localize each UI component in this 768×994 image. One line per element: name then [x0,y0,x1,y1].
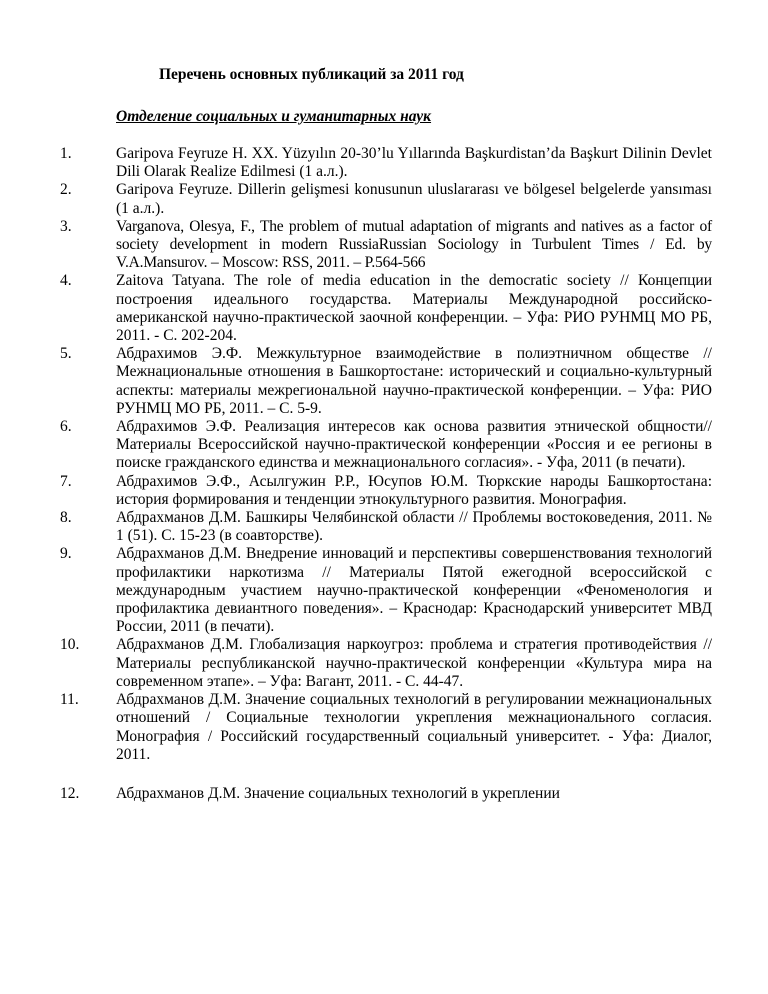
item-number: 11. [60,691,79,709]
list-item [0,473,768,509]
item-number: 10. [60,636,80,654]
item-text: Абдрахманов Д.М. Глобализация наркоугроз: проблема и стратегия противодействия // Материалы республиканской научно-практической конференции «Культура мира на современном этапе». – Уфа: Вагант, 2011. - С. 44-47. [116,636,712,690]
item-number: 3. [60,217,72,235]
publication-list [0,145,768,803]
item-text: Varganova, Olesya, F., The problem of mutual adaptation of migrants and natives as a factor of society development in modern RussiaRussian Sociology in Turbulent Times / Ed. by V.A.Mansurov. – Moscow: RSS, 2011. – P.564-566 [116,217,712,272]
document-title: Перечень основных публикаций за 2011 год [159,66,464,83]
item-number: 2. [60,181,72,199]
list-item [0,509,768,545]
item-number: 12. [60,784,80,802]
item-text: Абдрахманов Д.М. Значение социальных технологий в укреплении [116,784,560,802]
list-item [0,272,768,345]
section-heading: Отделение социальных и гуманитарных наук [116,108,432,125]
item-number: 7. [60,472,72,490]
item-text: Garipova Feyruze H. XX. Yüzyılın 20-30’lu Yıllarında Başkurdistan’da Başkurt Dilinin Devlet Dili Olarak Realize Edilmesi (1 а.л.). [116,145,712,181]
item-number: 8. [60,509,72,527]
list-item [0,418,768,473]
item-text: Абдрахимов Э.Ф. Реализация интересов как основа развития этнической общности// Материалы Всероссийской научно-практической конференции «Россия и ее регионы в поиске гражданского единства и межнационального согласия». - Уфа, 2011 (в печати). [116,418,712,472]
list-item [0,345,768,418]
item-text: Абдрахимов Э.Ф. Межкультурное взаимодействие в полиэтничном обществе // Межнациональные отношения в Башкортостане: исторический и социально-культурный аспекты: материалы межрегиональной научно-практической конференции. – Уфа: РИО РУНМЦ МО РБ, 2011. – С. 5-9. [116,345,712,417]
list-item [0,636,768,691]
list-item [0,181,768,217]
item-text: Zaitova Tatyana. The role of media education in the democratic society // Концепции построения идеального государства. Материалы Международной российско-американской научно-практической заочной конференции. – Уфа: РИО РУНМЦ МО РБ, 2011. - С. 202-204. [116,272,712,345]
item-number: 1. [60,145,72,162]
item-text: Абдрахманов Д.М. Значение социальных технологий в регулировании межнациональных отношений / Социальные технологии укрепления межнационального согласия. Монография / Российский государственный социальный университет. - Уфа: Диалог, 2011. [116,691,712,763]
item-text: Абдрахманов Д.М. Внедрение инноваций и перспективы совершенствования технологий профилактики наркотизма // Материалы Пятой ежегодной всероссийской с международным участием научно-практической конференции «Феноменология и профилактика девиантного поведения». – Краснодар: Краснодарский университет МВД России, 2011 (в печати). [116,545,712,636]
item-number: 6. [60,418,72,436]
list-item [0,545,768,636]
item-text: Абдрахманов Д.М. Башкиры Челябинской области // Проблемы востоковедения, 2011. № 1 (51). С. 15-23 (в соавторстве). [116,509,712,545]
list-item [0,691,768,764]
list-item [0,785,768,803]
list-item [0,145,768,181]
item-number: 4. [60,272,72,290]
item-text: Garipova Feyruze. Dillerin gelişmesi konusunun uluslararası ve bölgesel belgelerde yansıması (1 а.л.). [116,181,712,217]
item-number: 5. [60,345,72,363]
item-number: 9. [60,545,72,563]
list-item [0,218,768,273]
item-text: Абдрахимов Э.Ф., Асылгужин Р.Р., Юсупов Ю.М. Тюркские народы Башкортостана: история формирования и тенденции этнокультурного развития. Монография. [116,472,712,508]
